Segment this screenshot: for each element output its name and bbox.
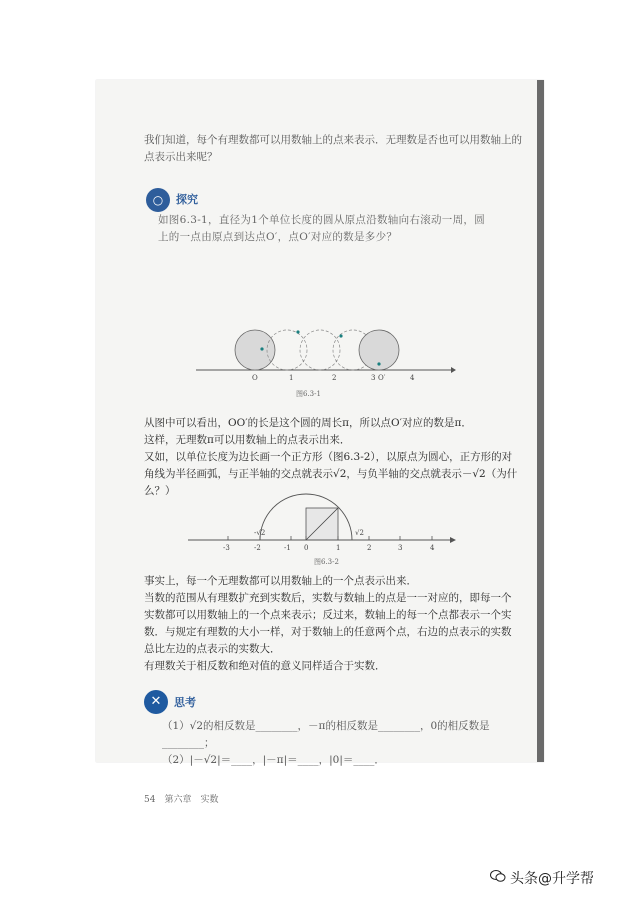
para1-line: 又如，以单位长度为边长画一个正方形（图6.3-2），以原点为圆心，正方形的对角线为半径画弧，与正半轴的交点就表示√2，与负半轴的交点就表示－√2（为什么？） <box>144 451 518 497</box>
page-footer: 54 第六章 实数 <box>144 795 219 805</box>
fig1-tick-label: 4 <box>410 374 415 382</box>
fig2-tick-label: 2 <box>367 544 372 552</box>
fig1-tick-label: 3 <box>371 374 376 382</box>
think-icon: ✕ <box>144 690 168 714</box>
fig1-tick-label: 2 <box>332 374 337 382</box>
para1-line: 从图中可以看出，OO′的长是这个圆的周长π，所以点O′对应的数是π． <box>144 417 472 429</box>
para1-line: 这样，无理数π可以用数轴上的点表示出来． <box>144 434 351 446</box>
think-questions <box>162 718 522 769</box>
fig2-tick-label: -1 <box>284 544 291 552</box>
think-question-2: （2）|－√2|＝____，|－π|＝____，|0|＝____． <box>162 754 385 766</box>
paragraph-2 <box>144 573 520 675</box>
think-question-1: （1）√2的相反数是________，－π的相反数是________，0的相反数是________； <box>162 720 490 749</box>
fig2-neg-root: -√2 <box>254 529 266 537</box>
explore-icon: ○ <box>146 188 170 212</box>
explore-text: 如图6.3-1，直径为1个单位长度的圆从原点沿数轴向右滚动一周，圆上的一点由原点到达点O′，点O′对应的数是多少？ <box>158 214 486 243</box>
fig2-pos-root: √2 <box>355 529 364 537</box>
figure-rolling-circle <box>196 324 456 404</box>
fig2-caption: 图6.3-2 <box>314 558 339 566</box>
start-circle <box>235 330 275 370</box>
para2-line: 当数的范围从有理数扩充到实数后，实数与数轴上的点是一一对应的，即每一个实数都可以用数轴上的一个点来表示；反过来，数轴上的每一个点都表示一个实数．与规定有理数的大小一样，对于数轴上的任意两个点，右边的点表示的实数总比左边的点表示的实数大． <box>144 592 512 655</box>
fig1-tick-label: 1 <box>289 374 294 382</box>
wechat-icon <box>490 869 506 883</box>
fig1-tick-label: O <box>252 374 258 382</box>
para2-line: 事实上，每一个无理数都可以用数轴上的一个点表示出来． <box>144 575 417 587</box>
intro-paragraph: 我们知道，每个有理数都可以用数轴上的点来表示．无理数是否也可以用数轴上的点表示出来呢？ <box>144 134 522 163</box>
page-edge-strip <box>537 80 544 762</box>
fig1-tick-label: O′ <box>378 374 386 382</box>
fig2-tick-label: -2 <box>254 544 261 552</box>
think-label: 思考 <box>174 696 196 709</box>
fig2-tick-label: 0 <box>304 544 309 552</box>
fig2-tick-label: 4 <box>430 544 435 552</box>
para2-line: 有理数关于相反数和绝对值的意义同样适合于实数． <box>144 660 386 672</box>
fig2-tick-label: 3 <box>398 544 403 552</box>
figure-sqrt2-number-line <box>188 488 458 568</box>
fig2-tick-label: 1 <box>336 544 341 552</box>
fig2-tick-label: -3 <box>223 544 230 552</box>
textbook-page <box>96 80 544 805</box>
watermark: 头条@升学帮 <box>510 871 594 887</box>
fig1-caption: 图6.3-1 <box>296 390 321 398</box>
explore-label: 探究 <box>176 193 198 206</box>
